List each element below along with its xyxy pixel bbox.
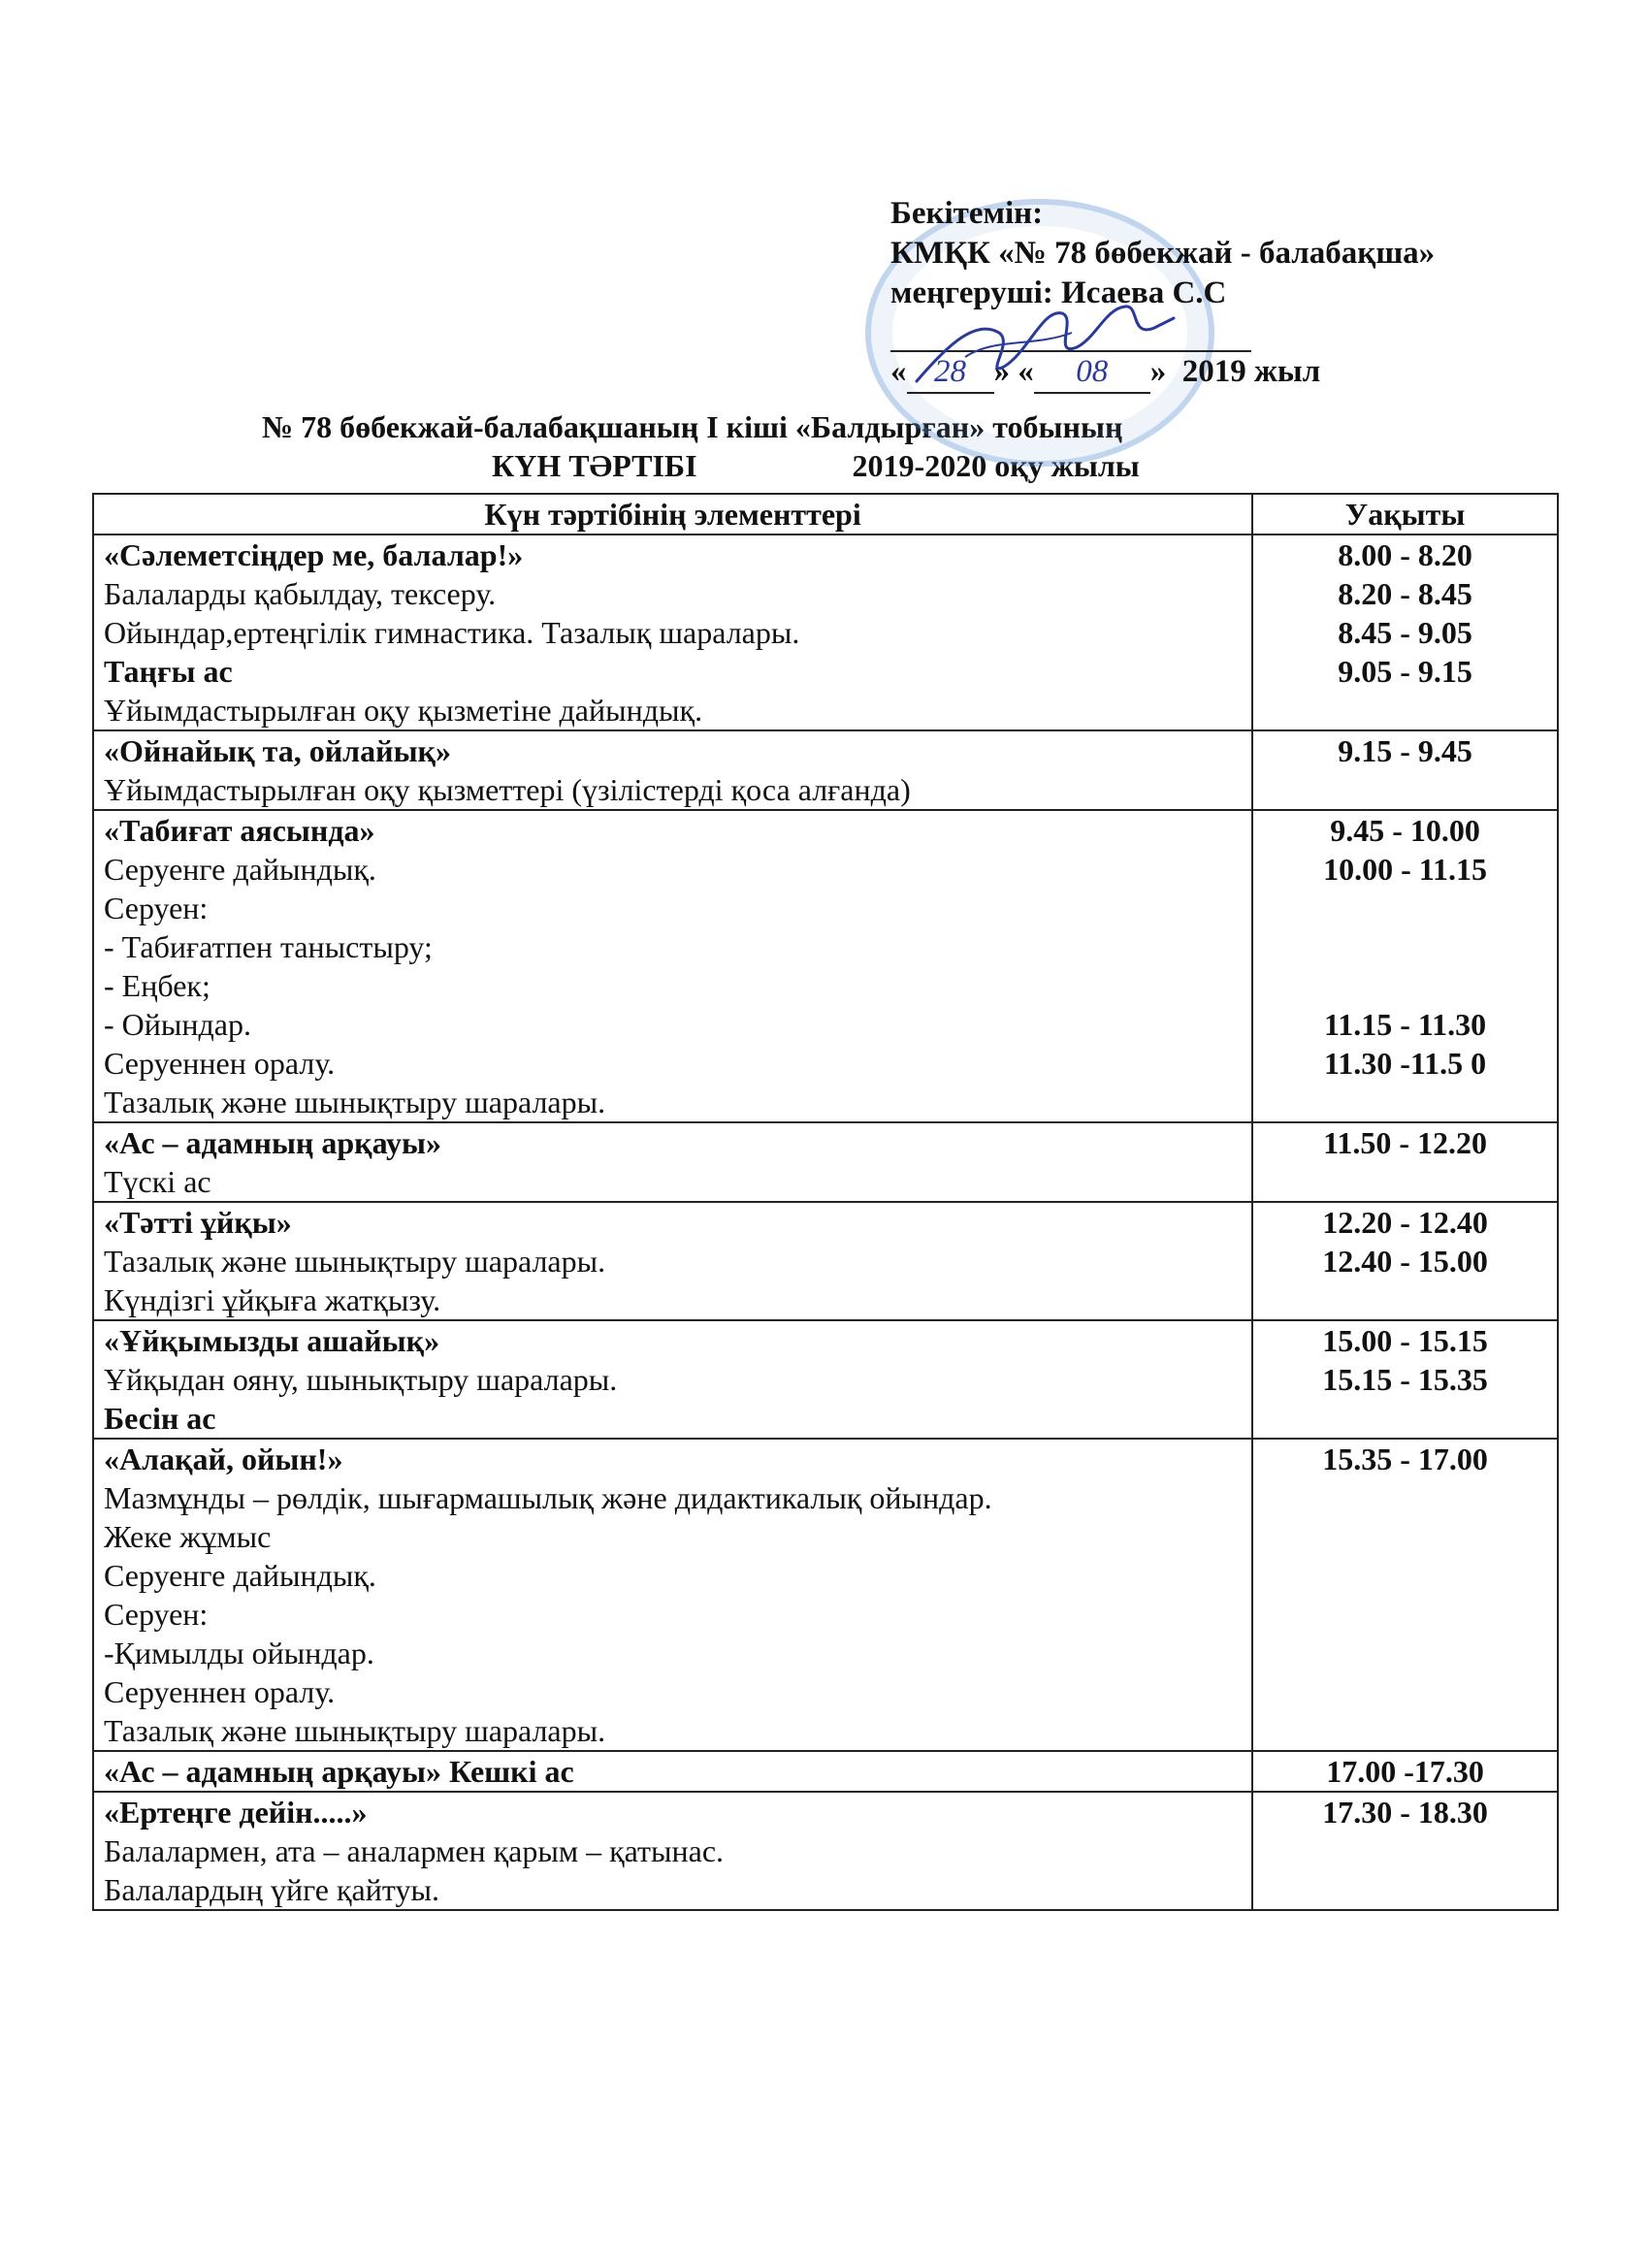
title-academic-year: 2019-2020 оқу жылы <box>852 448 1140 483</box>
section-title: «Тәтті ұйқы» <box>104 1205 292 1240</box>
section-title: «Сәлеметсіңдер ме, балалар!» <box>104 537 524 572</box>
section-elements-cell <box>93 1320 1252 1439</box>
section-time-cell <box>1252 1122 1558 1202</box>
section-item: Күндізгі ұйқыға жатқызу. <box>104 1282 441 1317</box>
time-value: 9.05 - 9.15 <box>1338 654 1472 689</box>
section-time-cell <box>1252 1751 1558 1792</box>
time-value <box>1263 966 1547 1005</box>
schedule-section-row <box>93 1439 1558 1751</box>
time-value: 8.00 - 8.20 <box>1338 537 1472 572</box>
section-item: - Ойындар. <box>104 1007 251 1042</box>
time-value: 8.45 - 9.05 <box>1338 615 1472 650</box>
section-item: Балалардың үйге қайтуы. <box>104 1872 439 1907</box>
section-title: «Алақай, ойын!» <box>104 1442 343 1476</box>
time-value: 10.00 - 11.15 <box>1323 852 1487 887</box>
section-time-cell <box>1252 535 1558 730</box>
section-elements-cell <box>93 1202 1252 1320</box>
section-item: Ойындар,ертеңгілік гимнастика. Тазалық шаралары. <box>104 615 800 650</box>
section-elements-cell <box>93 535 1252 730</box>
header-time: Уақыты <box>1252 494 1558 535</box>
time-value <box>1263 927 1547 966</box>
time-value: 11.50 - 12.20 <box>1323 1125 1487 1160</box>
schedule-section-row <box>93 1751 1558 1792</box>
document-title <box>262 407 1474 485</box>
time-value: 8.20 - 8.45 <box>1338 576 1472 611</box>
time-value: 11.15 - 11.30 <box>1323 1007 1487 1042</box>
section-item: Серуен: <box>104 1597 209 1632</box>
time-value: 17.30 - 18.30 <box>1322 1795 1488 1830</box>
title-line-1: № 78 бөбекжай-балабақшаның І кіші «Балдырған» тобының <box>262 409 1123 444</box>
section-item: Ұйымдастырылған оқу қызметіне дайындық. <box>104 693 703 728</box>
time-value: 15.35 - 17.00 <box>1322 1442 1488 1476</box>
schedule-section-row <box>93 730 1558 810</box>
time-value: 17.00 -17.30 <box>1326 1754 1484 1789</box>
schedule-section-row <box>93 535 1558 730</box>
section-item: Ұйқыдан ояну, шынықтыру шаралары. <box>104 1362 618 1397</box>
daily-schedule-table <box>92 493 1559 1911</box>
section-title: «Ойнайық та, ойлайық» <box>104 733 451 768</box>
section-item: Серуен: <box>104 891 209 925</box>
section-item: -Қимылды ойындар. <box>104 1636 374 1670</box>
time-value: 9.15 - 9.45 <box>1338 733 1472 768</box>
time-value: 15.15 - 15.35 <box>1322 1362 1488 1397</box>
schedule-body <box>93 535 1558 1910</box>
section-item: Балалармен, ата – аналармен қарым – қатынас. <box>104 1833 725 1868</box>
section-item: Серуенге дайындық. <box>104 1558 376 1593</box>
time-value: 9.45 - 10.00 <box>1330 813 1480 848</box>
section-time-cell <box>1252 1320 1558 1439</box>
time-value: 12.40 - 15.00 <box>1322 1244 1488 1279</box>
approval-head: меңгеруші: Исаева С.С <box>890 275 1227 310</box>
section-elements-cell <box>93 730 1252 810</box>
approval-label: Бекітемін: <box>890 196 1044 231</box>
date-year: 2019 жыл <box>1181 354 1321 389</box>
section-item: Жеке жұмыс <box>104 1519 272 1554</box>
section-item: Бесін ас <box>104 1401 216 1436</box>
title-line-2 <box>262 446 1474 485</box>
date-day: 28 <box>907 352 994 394</box>
section-item: Ұйымдастырылған оқу қызметтері (үзілістерді қоса алғанда) <box>104 772 911 807</box>
section-title: «Табиғат аясында» <box>104 813 375 848</box>
handwritten-signature <box>907 289 1179 396</box>
section-title: «Ас – адамның арқауы» Кешкі ас <box>104 1754 574 1789</box>
time-value: 12.20 - 12.40 <box>1322 1205 1488 1240</box>
schedule-section-row <box>93 1320 1558 1439</box>
time-value: 11.30 -11.5 0 <box>1323 1046 1487 1081</box>
section-title: «Ұйқымызды ашайық» <box>104 1323 440 1358</box>
section-item: - Табиғатпен таныстыру; <box>104 929 433 964</box>
section-item: Тазалық және шынықтыру шаралары. <box>104 1713 606 1748</box>
schedule-section-row <box>93 1202 1558 1320</box>
section-time-cell <box>1252 810 1558 1122</box>
section-time-cell <box>1252 730 1558 810</box>
section-elements-cell <box>93 1122 1252 1202</box>
section-elements-cell <box>93 1439 1252 1751</box>
header-elements: Күн тәртібінің элементтері <box>93 494 1252 535</box>
section-title: «Ас – адамның арқауы» <box>104 1125 441 1160</box>
table-header-row <box>93 494 1558 535</box>
approval-organization: КМҚК «№ 78 бөбекжай - балабақша» <box>890 236 1436 271</box>
section-item: Тазалық және шынықтыру шаралары. <box>104 1244 606 1279</box>
date-month: 08 <box>1034 352 1150 394</box>
section-time-cell <box>1252 1792 1558 1910</box>
section-item: Мазмұнды – рөлдік, шығармашылық және дидактикалық ойындар. <box>104 1480 992 1515</box>
section-time-cell <box>1252 1439 1558 1751</box>
section-item: - Еңбек; <box>104 968 210 1003</box>
date-quote-open: « <box>890 354 907 389</box>
schedule-section-row <box>93 810 1558 1122</box>
schedule-section-row <box>93 1122 1558 1202</box>
section-elements-cell <box>93 1792 1252 1910</box>
section-item: Тазалық және шынықтыру шаралары. <box>104 1085 606 1119</box>
section-elements-cell <box>93 810 1252 1122</box>
time-value: 15.00 - 15.15 <box>1322 1323 1488 1358</box>
section-item: Серуеннен оралу. <box>104 1046 336 1081</box>
title-daily-routine: КҮН ТӘРТІБІ <box>492 448 697 483</box>
section-item: Серуенге дайындық. <box>104 852 376 887</box>
section-item: Түскі ас <box>104 1164 211 1199</box>
date-quote-close: » <box>1149 354 1167 389</box>
section-item: Балаларды қабылдау, тексеру. <box>104 576 497 611</box>
section-item: Таңғы ас <box>104 654 233 689</box>
date-quote-mid: » « <box>993 354 1034 389</box>
section-title: «Ертеңге дейін.....» <box>104 1795 368 1830</box>
time-value <box>1263 889 1547 927</box>
section-time-cell <box>1252 1202 1558 1320</box>
section-elements-cell <box>93 1751 1252 1792</box>
schedule-section-row <box>93 1792 1558 1910</box>
section-item: Серуеннен оралу. <box>104 1674 336 1709</box>
